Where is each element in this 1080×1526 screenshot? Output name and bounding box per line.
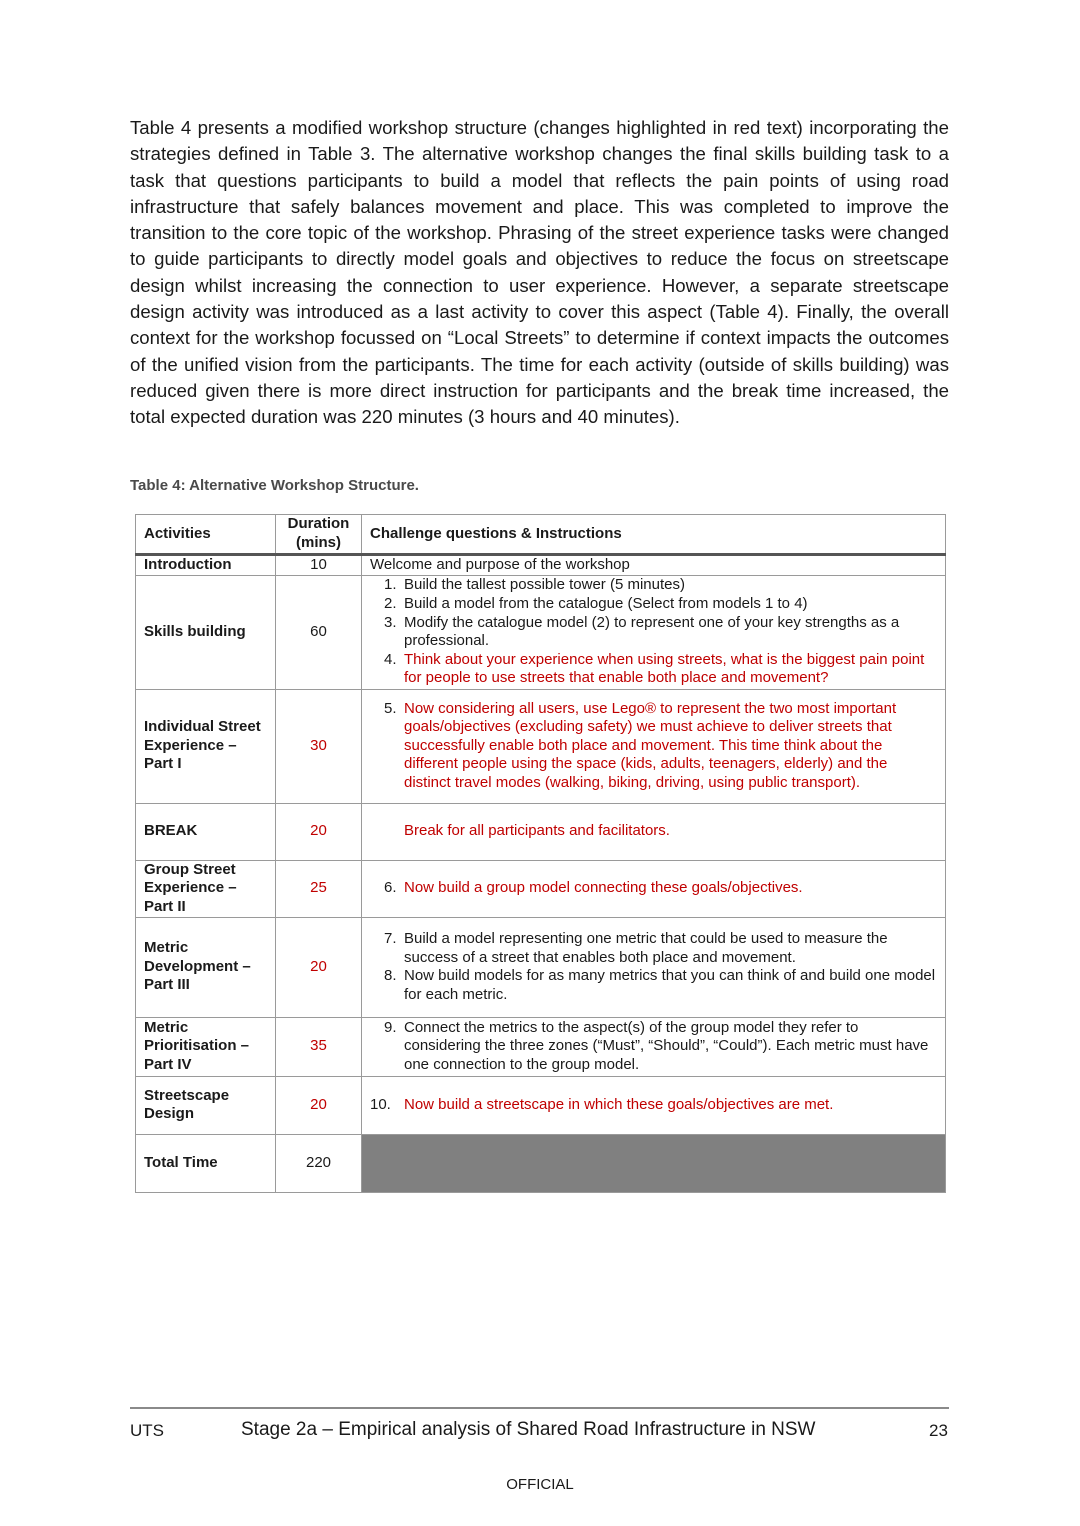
instruction-cell xyxy=(362,1076,946,1134)
instruction-item xyxy=(370,595,937,614)
instruction-item xyxy=(370,651,937,688)
duration-cell: 30 xyxy=(276,689,362,803)
duration-cell: 35 xyxy=(276,1017,362,1076)
item-number: 10. xyxy=(370,1095,391,1113)
instruction-item xyxy=(370,930,937,967)
item-text-highlighted: Break for all participants and facilitators. xyxy=(404,822,670,840)
instruction-cell xyxy=(362,803,946,860)
item-text: Connect the metrics to the aspect(s) of the group model they refer to considering the three zones (“Must”, “Should”, “Could”). Each metric must have one connection to the group model. xyxy=(404,1018,929,1073)
item-number: 4. xyxy=(384,650,397,668)
table-row xyxy=(136,917,946,1017)
duration-cell: 25 xyxy=(276,860,362,917)
duration-cell: 20 xyxy=(276,803,362,860)
item-text: Build a model from the catalogue (Select from models 1 to 4) xyxy=(404,594,808,612)
footer-document-title: Stage 2a – Empirical analysis of Shared Road Infrastructure in NSW xyxy=(241,1419,816,1440)
activity-cell: Skills building xyxy=(136,575,276,689)
empty-gray-cell xyxy=(362,1134,946,1192)
duration-cell: 60 xyxy=(276,575,362,689)
intro-paragraph: Table 4 presents a modified workshop structure (changes highlighted in red text) incorporating the strategies defined in Table 3. The alternative workshop changes the final skills building task to a task that questions participants to build a model that reflects the pain points of using road infrastructure that safely balances movement and place. This was completed to improve the transition to the core topic of the workshop. Phrasing of the street experience tasks were changed to guide participants to directly model goals and objectives to reduce the focus on streetscape design whilst increasing the connection to user experience. However, a separate streetscape design activity was introduced as a last activity to cover this aspect (Table 4). Finally, the overall context for the workshop focussed on “Local Streets” to determine if context impacts the outcomes of the unified vision from the participants. The time for each activity (outside of skills building) was reduced given there is more direct instruction for participants and the break time increased, the total expected duration was 220 minutes (3 hours and 40 minutes). xyxy=(130,117,949,428)
item-number: 8. xyxy=(384,967,397,985)
header-activities: Activities xyxy=(136,515,276,555)
duration-cell: 220 xyxy=(276,1134,362,1192)
table-row xyxy=(136,689,946,803)
instruction-cell xyxy=(362,689,946,803)
item-text-highlighted: Think about your experience when using streets, what is the biggest pain point for people to use streets that enable both place and movement? xyxy=(404,650,925,687)
page-number: 23 xyxy=(929,1421,948,1440)
instruction-text: Welcome and purpose of the workshop xyxy=(370,556,630,573)
table-row xyxy=(136,575,946,689)
instruction-item xyxy=(370,700,937,793)
instruction-cell xyxy=(362,555,946,576)
table-row xyxy=(136,803,946,860)
item-number: 6. xyxy=(384,879,397,897)
item-number: 1. xyxy=(384,576,397,594)
instruction-item xyxy=(370,576,937,595)
item-text-highlighted: Now build a group model connecting these goals/objectives. xyxy=(404,879,803,897)
footer-divider xyxy=(130,1407,949,1409)
activity-cell: Metric Prioritisation – Part IV xyxy=(136,1017,276,1076)
security-classification: OFFICIAL xyxy=(506,1476,574,1493)
duration-cell: 20 xyxy=(276,1076,362,1134)
table-header-row xyxy=(136,515,946,555)
table-row xyxy=(136,555,946,576)
item-number: 2. xyxy=(384,594,397,612)
instruction-item xyxy=(370,614,937,651)
instruction-cell xyxy=(362,860,946,917)
duration-cell: 10 xyxy=(276,555,362,576)
instruction-item xyxy=(370,1019,937,1075)
header-duration: Duration (mins) xyxy=(276,515,362,555)
item-text-highlighted: Now considering all users, use Lego® to represent the two most important goals/objectives (excluding safety) we must achieve to deliver streets that successfully enable both place and movement. This time think about the different people using the space (kids, adults, teenagers, elderly) and the distinct travel modes (walking, biking, driving, using public transport). xyxy=(404,699,897,791)
table-row xyxy=(136,1017,946,1076)
duration-cell: 20 xyxy=(276,917,362,1017)
instruction-item xyxy=(370,879,937,898)
table-row xyxy=(136,1076,946,1134)
item-text: Build the tallest possible tower (5 minutes) xyxy=(404,576,685,594)
activity-cell: Introduction xyxy=(136,555,276,576)
item-text: Build a model representing one metric that could be used to measure the success of a street that enables both place and movement. xyxy=(404,929,888,966)
item-text: Now build models for as many metrics that you can think of and build one model for each metric. xyxy=(404,967,936,1003)
item-number: 7. xyxy=(384,929,397,947)
item-text-highlighted: Now build a streetscape in which these goals/objectives are met. xyxy=(404,1095,834,1113)
table-caption: Table 4: Alternative Workshop Structure. xyxy=(130,477,419,494)
table-row xyxy=(136,860,946,917)
footer-organization: UTS xyxy=(130,1421,164,1440)
item-text: Modify the catalogue model (2) to represent one of your key strengths as a professional. xyxy=(404,613,900,650)
instruction-item xyxy=(370,1096,937,1115)
activity-cell: Total Time xyxy=(136,1134,276,1192)
instruction-item xyxy=(370,822,937,841)
activity-cell: Metric Development – Part III xyxy=(136,917,276,1017)
activity-cell: BREAK xyxy=(136,803,276,860)
header-instructions: Challenge questions & Instructions xyxy=(362,515,946,555)
activity-cell: Group Street Experience – Part II xyxy=(136,860,276,917)
item-number: 9. xyxy=(384,1018,397,1036)
workshop-structure-table xyxy=(135,514,946,1193)
instruction-cell xyxy=(362,575,946,689)
instruction-cell xyxy=(362,917,946,1017)
instruction-cell xyxy=(362,1017,946,1076)
item-number: 5. xyxy=(384,699,397,717)
table-row xyxy=(136,1134,946,1192)
activity-cell: Individual Street Experience – Part I xyxy=(136,689,276,803)
activity-cell: Streetscape Design xyxy=(136,1076,276,1134)
item-number: 3. xyxy=(384,613,397,631)
instruction-item xyxy=(370,967,937,1004)
